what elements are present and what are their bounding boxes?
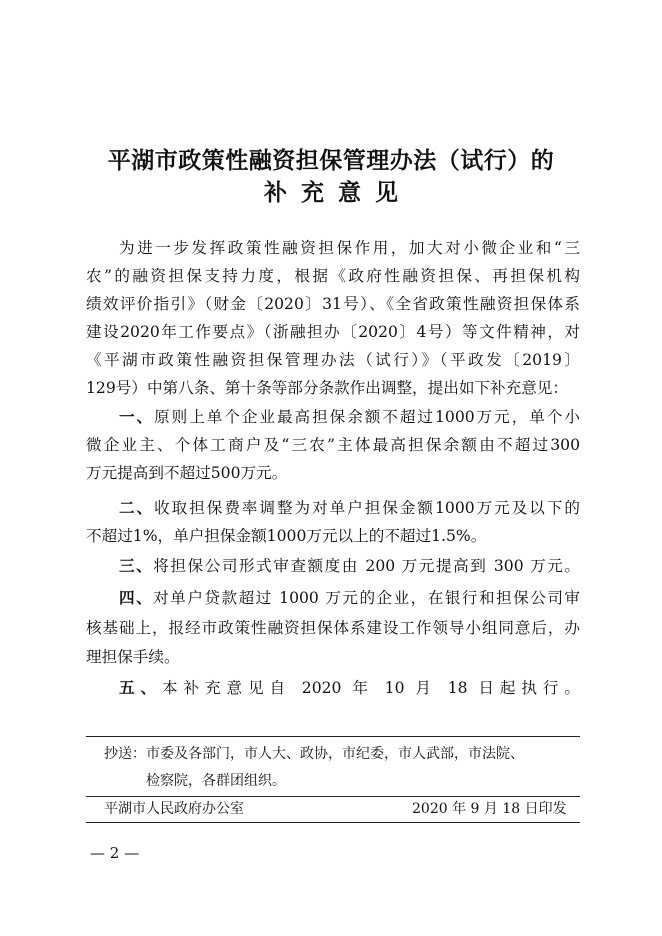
item-2-first-line — [119, 498, 580, 518]
item-4-lead: 四、 — [119, 588, 154, 607]
body-line: 为进一步发挥政策性融资担保作用，加大对小微企业和“三 — [119, 239, 580, 257]
document-title-line-1: 平湖市政策性融资担保管理办法（试行）的 — [107, 148, 555, 174]
item-2-lead: 二、 — [119, 498, 155, 517]
item-1-line: 万元提高到不超过500万元。 — [86, 464, 288, 482]
item-3-lead: 三、 — [119, 556, 154, 575]
item-4-line: 核基础上，报经市政策性融资担保体系建设工作领导小组同意后，办 — [86, 619, 580, 637]
item-4-line: 理担保手续。 — [86, 648, 180, 666]
item-5-first-line — [119, 678, 580, 698]
footer-middle-rule — [86, 796, 580, 797]
issuer-name: 平湖市人民政府办公室 — [104, 801, 244, 817]
item-5-lead: 五、 — [119, 678, 162, 697]
item-1-line: 微企业主、个体工商户及“三农”主体最高担保余额由不超过300 — [86, 436, 580, 454]
item-3-text: 将担保公司形式审查额度由 200 万元提高到 300 万元。 — [153, 557, 580, 575]
item-5-text: 本补充意见自 2020 年 10 月 18 日起执行。 — [161, 679, 580, 697]
body-line: 绩效评价指引》（财金〔2020〕31号）、《全省政策性融资担保体系 — [86, 295, 580, 313]
document-title-line-2: 补充意见 — [264, 180, 412, 206]
item-2-text: 收取担保费率调整为对单户担保金额1000万元及以下的 — [154, 499, 580, 517]
item-3-first-line — [119, 556, 580, 576]
item-1-first-line — [119, 407, 580, 427]
cc-line-1: 抄送：市委及各部门，市人大、政协，市纪委，市人武部，市法院、 — [104, 746, 524, 762]
item-4-first-line — [119, 588, 580, 608]
body-line: 129号）中第八条、第十条等部分条款作出调整，提出如下补充意见： — [86, 379, 568, 397]
cc-line-2: 检察院，各群团组织。 — [146, 773, 286, 789]
item-4-text: 对单户贷款超过 1000 万元的企业，在银行和担保公司审 — [153, 589, 580, 607]
footer-bottom-rule — [86, 822, 580, 823]
item-1-text: 原则上单个企业最高担保余额不超过1000万元，单个小 — [154, 408, 580, 426]
issue-date: 2020 年 9 月 18 日印发 — [412, 801, 567, 817]
body-line: 《平湖市政策性融资担保管理办法（试行）》（平政发〔2019〕 — [86, 351, 580, 369]
footer-top-rule — [86, 736, 580, 737]
page-number: — 2 — — [90, 844, 140, 862]
item-2-line: 不超过1%，单户担保金额1000万元以上的不超过1.5%。 — [86, 527, 487, 545]
item-1-lead: 一、 — [119, 407, 155, 426]
body-line: 建设2020年工作要点》（浙融担办〔2020〕4号）等文件精神，对 — [86, 323, 580, 341]
body-line: 农”的融资担保支持力度，根据《政府性融资担保、再担保机构 — [86, 267, 580, 285]
